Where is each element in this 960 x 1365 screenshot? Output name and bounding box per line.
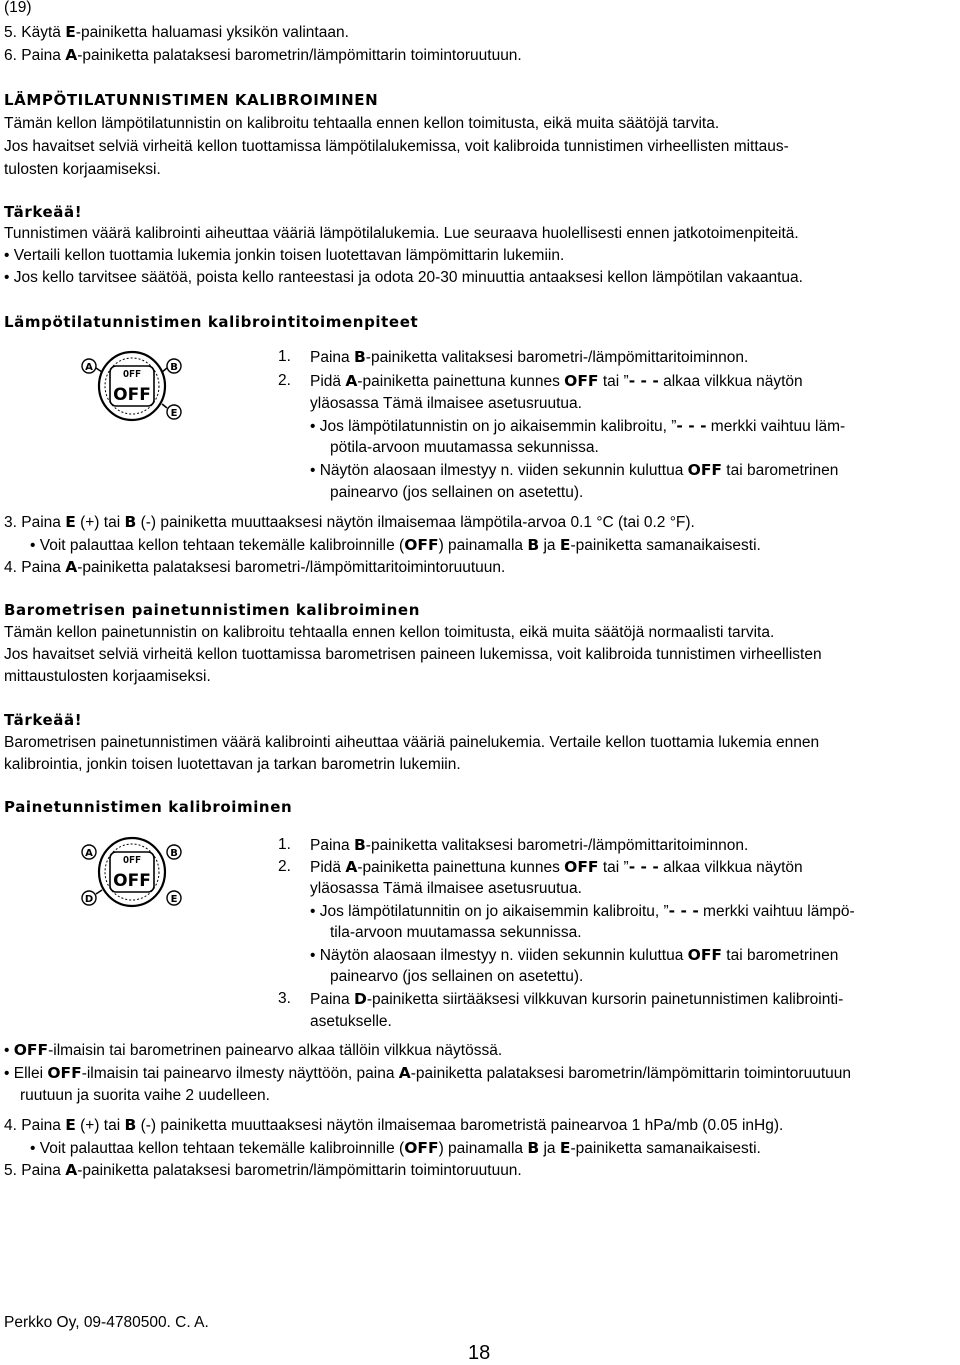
- svg-text:A: A: [85, 362, 93, 373]
- display-top-text: OFF: [122, 855, 142, 866]
- step-2-cont: yläosassa Tämä ilmaisee asetusruutua.: [310, 880, 582, 897]
- watch-illustration: [80, 346, 184, 426]
- step-2-bullet-cont: tila-arvoon muutamassa sekunnissa.: [330, 924, 582, 941]
- step-2-bullet-cont: painearvo (jos sellainen on asetettu).: [330, 968, 584, 985]
- paragraph: Jos havaitset selviä virheitä kellon tuottamissa lämpötilalukemissa, voit kalibroida tunnistimen virheellisten mittaus-: [4, 138, 789, 155]
- step-2: 2. Pidä A-painiketta painettuna kunnes OFF tai ”- - - alkaa vilkkua näytön: [278, 372, 803, 390]
- button-pointer: [162, 368, 167, 372]
- step-4: 4. Paina E (+) tai B (-) painiketta muuttaaksesi näytön ilmaisemaa barometristä painearvoa 1 hPa/mb (0.05 inHg).: [4, 1116, 784, 1134]
- important-label: Tärkeää!: [4, 711, 83, 729]
- footer-company: Perkko Oy, 09-4780500. C. A.: [4, 1314, 209, 1331]
- watch-illustration: [80, 832, 184, 912]
- paragraph: mittaustulosten korjaamiseksi.: [4, 668, 211, 685]
- step-3-bullet: • Voit palauttaa kellon tehtaan tekemälle kalibroinnille (OFF) painamalla B ja E-painiketta samanaikaisesti.: [30, 536, 761, 554]
- step-1: 1. Paina B-painiketta valitaksesi barometri-/lämpömittaritoiminnon.: [278, 348, 749, 366]
- paragraph: Tämän kellon painetunnistin on kalibroitu tehtaalla ennen kellon toimitusta, eikä muita säätöjä normaalisti tarvita.: [4, 624, 775, 641]
- svg-text:A: A: [85, 848, 93, 859]
- warning-text: Barometrisen painetunnistimen väärä kalibrointi aiheuttaa vääriä painelukemia. Vertaile kellon tuottamia lukemia ennen: [4, 734, 820, 751]
- display-main-text: OFF: [113, 385, 151, 405]
- display-top-text: OFF: [122, 369, 142, 380]
- step-2: 2. Pidä A-painiketta painettuna kunnes OFF tai ”- - - alkaa vilkkua näytön: [278, 858, 803, 876]
- svg-text:D: D: [84, 894, 94, 905]
- step-4: 4. Paina A-painiketta palataksesi barometri-/lämpömittaritoimintoruutuun.: [4, 558, 506, 576]
- paragraph: tulosten korjaamiseksi.: [4, 161, 161, 178]
- step-2-cont: yläosassa Tämä ilmaisee asetusruutua.: [310, 395, 582, 412]
- warning-text: kalibrointia, jonkin toisen luotettavan ja tarkan barometrin lukemiin.: [4, 756, 461, 773]
- step-2-bullet-cont: pötila-arvoon muutamassa sekunnissa.: [330, 439, 599, 456]
- subheading-pressure: Painetunnistimen kalibroiminen: [4, 798, 293, 816]
- note-bullet-cont: ruutuun ja suorita vaihe 2 uudelleen.: [20, 1087, 270, 1104]
- step-2-bullet: • Näytön alaosaan ilmestyy n. viiden sekunnin kuluttua OFF tai barometrinen: [310, 946, 839, 964]
- note-bullet: • Ellei OFF-ilmaisin tai painearvo ilmesty näyttöön, paina A-painiketta palataksesi barometrin/lämpömittarin toimintoruutuun: [4, 1064, 851, 1082]
- page-label: (19): [4, 0, 32, 16]
- section-heading-barometer: Barometrisen painetunnistimen kalibroiminen: [4, 601, 420, 619]
- step-4-bullet: • Voit palauttaa kellon tehtaan tekemälle kalibroinnille (OFF) painamalla B ja E-painiketta samanaikaisesti.: [30, 1139, 761, 1157]
- section-heading-temperature: LÄMPÖTILATUNNISTIMEN KALIBROIMINEN: [4, 91, 379, 109]
- button-pointer: [162, 404, 167, 408]
- step-5: 5. Käytä E-painiketta haluamasi yksikön valintaan.: [4, 23, 349, 41]
- display-main-text: OFF: [113, 871, 151, 891]
- step-6: 6. Paina A-painiketta palataksesi barometrin/lämpömittarin toimintoruutuun.: [4, 46, 522, 64]
- step-2-bullet: • Näytön alaosaan ilmestyy n. viiden sekunnin kuluttua OFF tai barometrinen: [310, 461, 839, 479]
- svg-text:E: E: [170, 894, 178, 905]
- page-number: 18: [468, 1342, 491, 1364]
- warning-bullet: • Vertaili kellon tuottamia lukemia jonkin toisen luotettavan lämpömittarin lukemiin.: [4, 247, 565, 264]
- warning-text: Tunnistimen väärä kalibrointi aiheuttaa vääriä lämpötilalukemia. Lue seuraava huolellisesti ennen jatkotoimenpiteitä.: [4, 225, 799, 242]
- paragraph: Jos havaitset selviä virheitä kellon tuottamissa barometrisen paineen lukemissa, voit kalibroida tunnistimen virheellisten: [4, 646, 822, 663]
- step-3: 3. Paina D-painiketta siirtääksesi vilkkuvan kursorin painetunnistimen kalibrointi-: [278, 990, 844, 1008]
- step-3-cont: asetukselle.: [310, 1013, 392, 1030]
- svg-text:E: E: [170, 408, 178, 419]
- step-3: 3. Paina E (+) tai B (-) painiketta muuttaaksesi näytön ilmaisemaa lämpötila-arvoa 0.1 °C (tai 0.2 °F).: [4, 513, 695, 531]
- step-5: 5. Paina A-painiketta palataksesi barometrin/lämpömittarin toimintoruutuun.: [4, 1161, 522, 1179]
- warning-bullet: • Jos kello tarvitsee säätöä, poista kello ranteestasi ja odota 20-30 minuuttia antaaksesi kellon lämpötilan vakaantua.: [4, 269, 803, 286]
- step-2-bullet: • Jos lämpötilatunnistin on jo aikaisemmin kalibroitu, ”- - - merkki vaihtuu läm-: [310, 417, 846, 435]
- step-1: 1. Paina B-painiketta valitaksesi barometri-/lämpömittaritoiminnon.: [278, 836, 749, 854]
- step-2-bullet: • Jos lämpötilatunnitin on jo aikaisemmin kalibroitu, ”- - - merkki vaihtuu lämpö-: [310, 902, 855, 920]
- svg-text:B: B: [170, 362, 178, 373]
- paragraph: Tämän kellon lämpötilatunnistin on kalibroitu tehtaalla ennen kellon toimitusta, eikä muita säätöjä tarvita.: [4, 115, 720, 132]
- subheading-temp-procedure: Lämpötilatunnistimen kalibrointitoimenpiteet: [4, 313, 419, 331]
- note-bullet: • OFF-ilmaisin tai barometrinen painearvo alkaa tällöin vilkkua näytössä.: [4, 1041, 503, 1059]
- svg-text:B: B: [170, 848, 178, 859]
- button-pointer: [96, 890, 102, 894]
- step-2-bullet-cont: painearvo (jos sellainen on asetettu).: [330, 484, 584, 501]
- important-label: Tärkeää!: [4, 203, 83, 221]
- button-pointer: [96, 368, 102, 372]
